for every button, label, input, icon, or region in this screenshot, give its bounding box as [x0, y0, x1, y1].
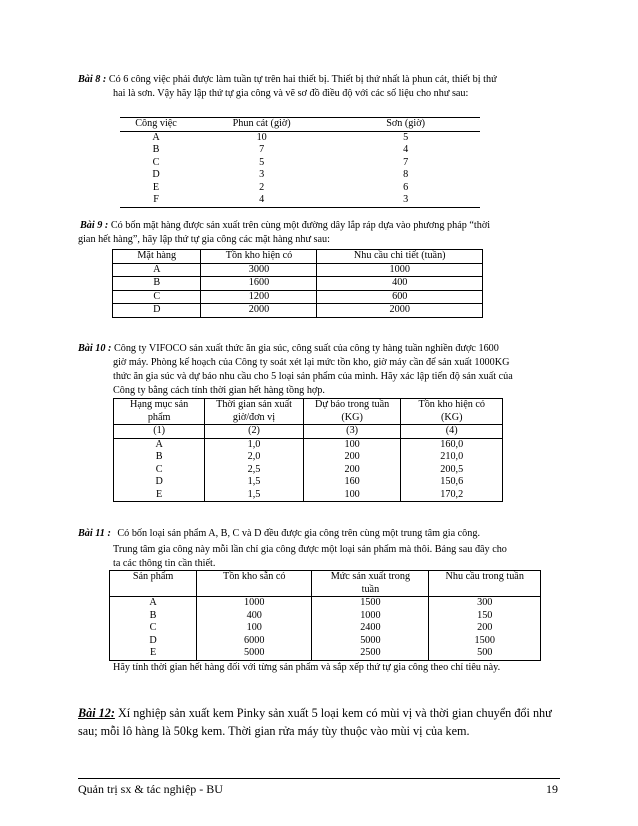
- bai11-label: Bài 11 :: [78, 528, 111, 539]
- column-header-line2: tuần: [361, 583, 380, 595]
- table-cell: 7: [403, 156, 409, 168]
- table-cell: C: [114, 464, 205, 477]
- table-cell: 170,2: [401, 489, 503, 502]
- table-cell: 2000: [201, 304, 317, 318]
- table-cell: 600: [317, 290, 483, 304]
- bai8-table: [120, 117, 480, 208]
- table-row: [120, 194, 480, 207]
- table-cell: E: [114, 489, 205, 502]
- table-cell: 160: [303, 476, 401, 489]
- bai10-paragraph: [78, 342, 598, 356]
- table-cell: A: [110, 597, 197, 610]
- bai11-text-line2: Trung tâm gia công này mỗi lần chỉ gia công được một loại sản phẩm mà thôi. Bảng sau đây cho: [113, 544, 507, 555]
- table-cell: 1,0: [205, 438, 304, 451]
- table-cell: 2,5: [205, 464, 304, 477]
- table-cell: 400: [317, 277, 483, 291]
- bai8-text-line2: hai là sơn. Vậy hãy lập thứ tự gia công và vẽ sơ đồ điều độ với các số liệu cho như sau:: [113, 88, 469, 99]
- table-row: [110, 597, 541, 610]
- bai11-text-line3: ta các thông tin cần thiết.: [113, 558, 216, 569]
- bai12-paragraph: [78, 704, 598, 722]
- bai12-label: Bài 12:: [78, 706, 115, 720]
- table-header-row: [114, 399, 503, 425]
- table-row: [114, 489, 503, 502]
- bai11-paragraph: [78, 527, 598, 541]
- table-cell: D: [113, 304, 201, 318]
- table-cell: 160,0: [401, 438, 503, 451]
- table-row: [120, 182, 480, 195]
- bai8-paragraph: [78, 73, 578, 87]
- table-row: [120, 131, 480, 144]
- bai10-text-line3: thức ăn gia súc và dự báo nhu cầu cho 5 loại sản phẩm của mình. Hãy xác lập tiến độ sản xuất của: [113, 371, 513, 382]
- table-cell: 6: [403, 181, 409, 193]
- column-header: Phun cát (giờ): [192, 118, 331, 132]
- column-header-line2: (KG): [341, 411, 363, 423]
- column-number: (4): [401, 425, 503, 439]
- table-cell: D: [110, 635, 197, 648]
- column-header: [197, 571, 312, 597]
- column-header-line1: Tồn kho sẵn có: [222, 571, 286, 582]
- table-cell: 500: [429, 647, 541, 660]
- table-cell: 4: [192, 194, 331, 207]
- table-cell: B: [113, 277, 201, 291]
- table-cell: 150,6: [401, 476, 503, 489]
- column-header: [114, 399, 205, 425]
- table-cell: 400: [197, 610, 312, 623]
- bai11-table: [109, 570, 541, 661]
- table-cell: E: [152, 181, 160, 193]
- bai8-label: Bài 8 :: [78, 74, 107, 85]
- table-cell: 200: [429, 622, 541, 635]
- table-number-row: [114, 425, 503, 439]
- column-header-line1: Sản phẩm: [132, 571, 174, 582]
- table-cell: 100: [303, 438, 401, 451]
- table-row: [114, 464, 503, 477]
- table-cell: 7: [259, 144, 265, 155]
- table-row: [114, 476, 503, 489]
- table-row: [113, 290, 483, 304]
- bai10-text-line4: Công ty bằng cách tính thời gian hết hàng tồng hợp.: [113, 385, 325, 396]
- bai9-paragraph: [80, 219, 580, 233]
- table-row: [113, 304, 483, 318]
- table-cell: E: [110, 647, 197, 660]
- table-cell: 2,0: [205, 451, 304, 464]
- footer-title: Quản trị sx & tác nghiệp - BU: [78, 782, 223, 796]
- column-header-line1: Tồn kho hiện có: [418, 399, 485, 410]
- table-cell: 100: [303, 489, 401, 502]
- table-cell: 3: [259, 169, 265, 180]
- column-number: (1): [114, 425, 205, 439]
- bai11-after-text: Hãy tính thời gian hết hàng đối với từng sản phẩm và sắp xếp thứ tự gia công theo chỉ tiêu này.: [113, 662, 501, 673]
- table-cell: C: [110, 622, 197, 635]
- table-cell: 5000: [197, 647, 312, 660]
- column-header: [110, 571, 197, 597]
- table-cell: 3000: [201, 263, 317, 277]
- table-cell: 2500: [312, 647, 429, 660]
- column-header-line1: Mức sản xuất trong: [330, 571, 411, 582]
- table-row: [120, 144, 480, 157]
- column-header-line1: Hạng mục sản: [129, 399, 189, 410]
- bai9-table: [112, 249, 483, 318]
- table-row: [114, 438, 503, 451]
- table-cell: 2400: [312, 622, 429, 635]
- column-header: [303, 399, 401, 425]
- table-cell: 1500: [312, 597, 429, 610]
- column-number: (3): [303, 425, 401, 439]
- table-cell: A: [114, 438, 205, 451]
- table-cell: A: [152, 131, 160, 143]
- table-cell: 5: [403, 131, 409, 143]
- column-header: Mặt hàng: [113, 250, 201, 264]
- table-cell: 5: [259, 156, 265, 168]
- table-cell: 1,5: [205, 476, 304, 489]
- table-cell: C: [152, 156, 160, 168]
- column-header-line2: giờ/đơn vị: [232, 411, 276, 423]
- table-header-row: [113, 250, 483, 264]
- table-cell: F: [120, 194, 192, 207]
- table-cell: 2000: [317, 304, 483, 318]
- table-cell: 8: [403, 169, 409, 180]
- bai8-text-line1: Có 6 công việc phải được làm tuần tự trên hai thiết bị. Thiết bị thứ nhất là phun cát, thiết bị thứ: [108, 74, 497, 85]
- table-cell: 1000: [312, 610, 429, 623]
- table-cell: 1,5: [205, 489, 304, 502]
- table-cell: B: [152, 144, 160, 155]
- table-row: [113, 263, 483, 277]
- table-cell: A: [113, 263, 201, 277]
- column-header-line2: phẩm: [147, 411, 171, 423]
- table-cell: 1600: [201, 277, 317, 291]
- bai10-label: Bài 10 :: [78, 343, 112, 354]
- column-header: [401, 399, 503, 425]
- table-cell: 200,5: [401, 464, 503, 477]
- table-cell: B: [114, 451, 205, 464]
- column-header-line1: Nhu cầu trong tuần: [445, 571, 524, 582]
- table-cell: 10: [256, 131, 267, 143]
- table-header-row: [120, 118, 480, 132]
- table-header-row: [110, 571, 541, 597]
- column-header-line1: Thời gian sản xuất: [216, 399, 292, 410]
- table-cell: 1500: [429, 635, 541, 648]
- column-header: [205, 399, 304, 425]
- column-header: [429, 571, 541, 597]
- table-cell: 100: [197, 622, 312, 635]
- table-cell: 1000: [317, 263, 483, 277]
- table-row: [120, 169, 480, 182]
- page-number: 19: [546, 782, 558, 796]
- table-cell: 6000: [197, 635, 312, 648]
- table-cell: 5000: [312, 635, 429, 648]
- table-cell: D: [114, 476, 205, 489]
- bai10-table: [113, 398, 503, 502]
- table-cell: 2: [259, 181, 265, 193]
- table-cell: 3: [331, 194, 480, 207]
- bai12-text-line2: sau; mỗi lô hàng là 50kg kem. Thời gian rửa máy tùy thuộc vào mùi vị của kem.: [78, 724, 470, 738]
- table-cell: B: [110, 610, 197, 623]
- table-cell: 4: [403, 144, 409, 155]
- bai11-text-line1: Có bốn loại sản phẩm A, B, C và D đều được gia công trên cùng một trung tâm gia công.: [117, 528, 480, 539]
- table-row: [110, 622, 541, 635]
- bai10-text-line1: Công ty VIFOCO sản xuất thức ăn gia súc, công suất của công ty hàng tuần nghiền được 1600: [113, 343, 499, 354]
- table-cell: D: [152, 169, 160, 180]
- table-row: [113, 277, 483, 291]
- table-row: [110, 647, 541, 660]
- bai10-text-line2: giờ máy. Phòng kế hoạch của Công ty soát xét lại mức tồn kho, giờ máy cần để sản xuất 1000KG: [113, 357, 510, 368]
- table-cell: 150: [429, 610, 541, 623]
- bai12-text-line1: Xí nghiệp sản xuất kem Pinky sản xuất 5 loại kem có mùi vị và thời gian chuyển đổi như: [117, 706, 552, 720]
- column-header: Công việc: [120, 118, 192, 132]
- column-header: Tồn kho hiện có: [201, 250, 317, 264]
- column-header: Sơn (giờ): [331, 118, 480, 132]
- table-cell: 200: [303, 451, 401, 464]
- table-row: [114, 451, 503, 464]
- column-header-line1: Dự báo trong tuần: [314, 399, 390, 410]
- table-row: [110, 610, 541, 623]
- bai9-text-line2: gian hết hàng”, hãy lập thứ tự gia công các mặt hàng như sau:: [78, 234, 330, 245]
- bai9-text-line1: Có bốn mặt hàng được sản xuất trên cùng một đường dây lắp ráp dựa vào phương pháp “thời: [110, 220, 491, 231]
- column-number: (2): [205, 425, 304, 439]
- table-row: [110, 635, 541, 648]
- table-cell: 1200: [201, 290, 317, 304]
- column-header-line2: (KG): [440, 411, 463, 423]
- footer-divider: [78, 778, 560, 779]
- table-cell: 300: [429, 597, 541, 610]
- table-cell: C: [113, 290, 201, 304]
- table-cell: 1000: [197, 597, 312, 610]
- column-header: Nhu cầu chi tiết (tuần): [317, 250, 483, 264]
- table-cell: 200: [303, 464, 401, 477]
- column-header: [312, 571, 429, 597]
- table-cell: 210,0: [401, 451, 503, 464]
- table-row: [120, 157, 480, 170]
- bai9-label: Bài 9 :: [80, 220, 109, 231]
